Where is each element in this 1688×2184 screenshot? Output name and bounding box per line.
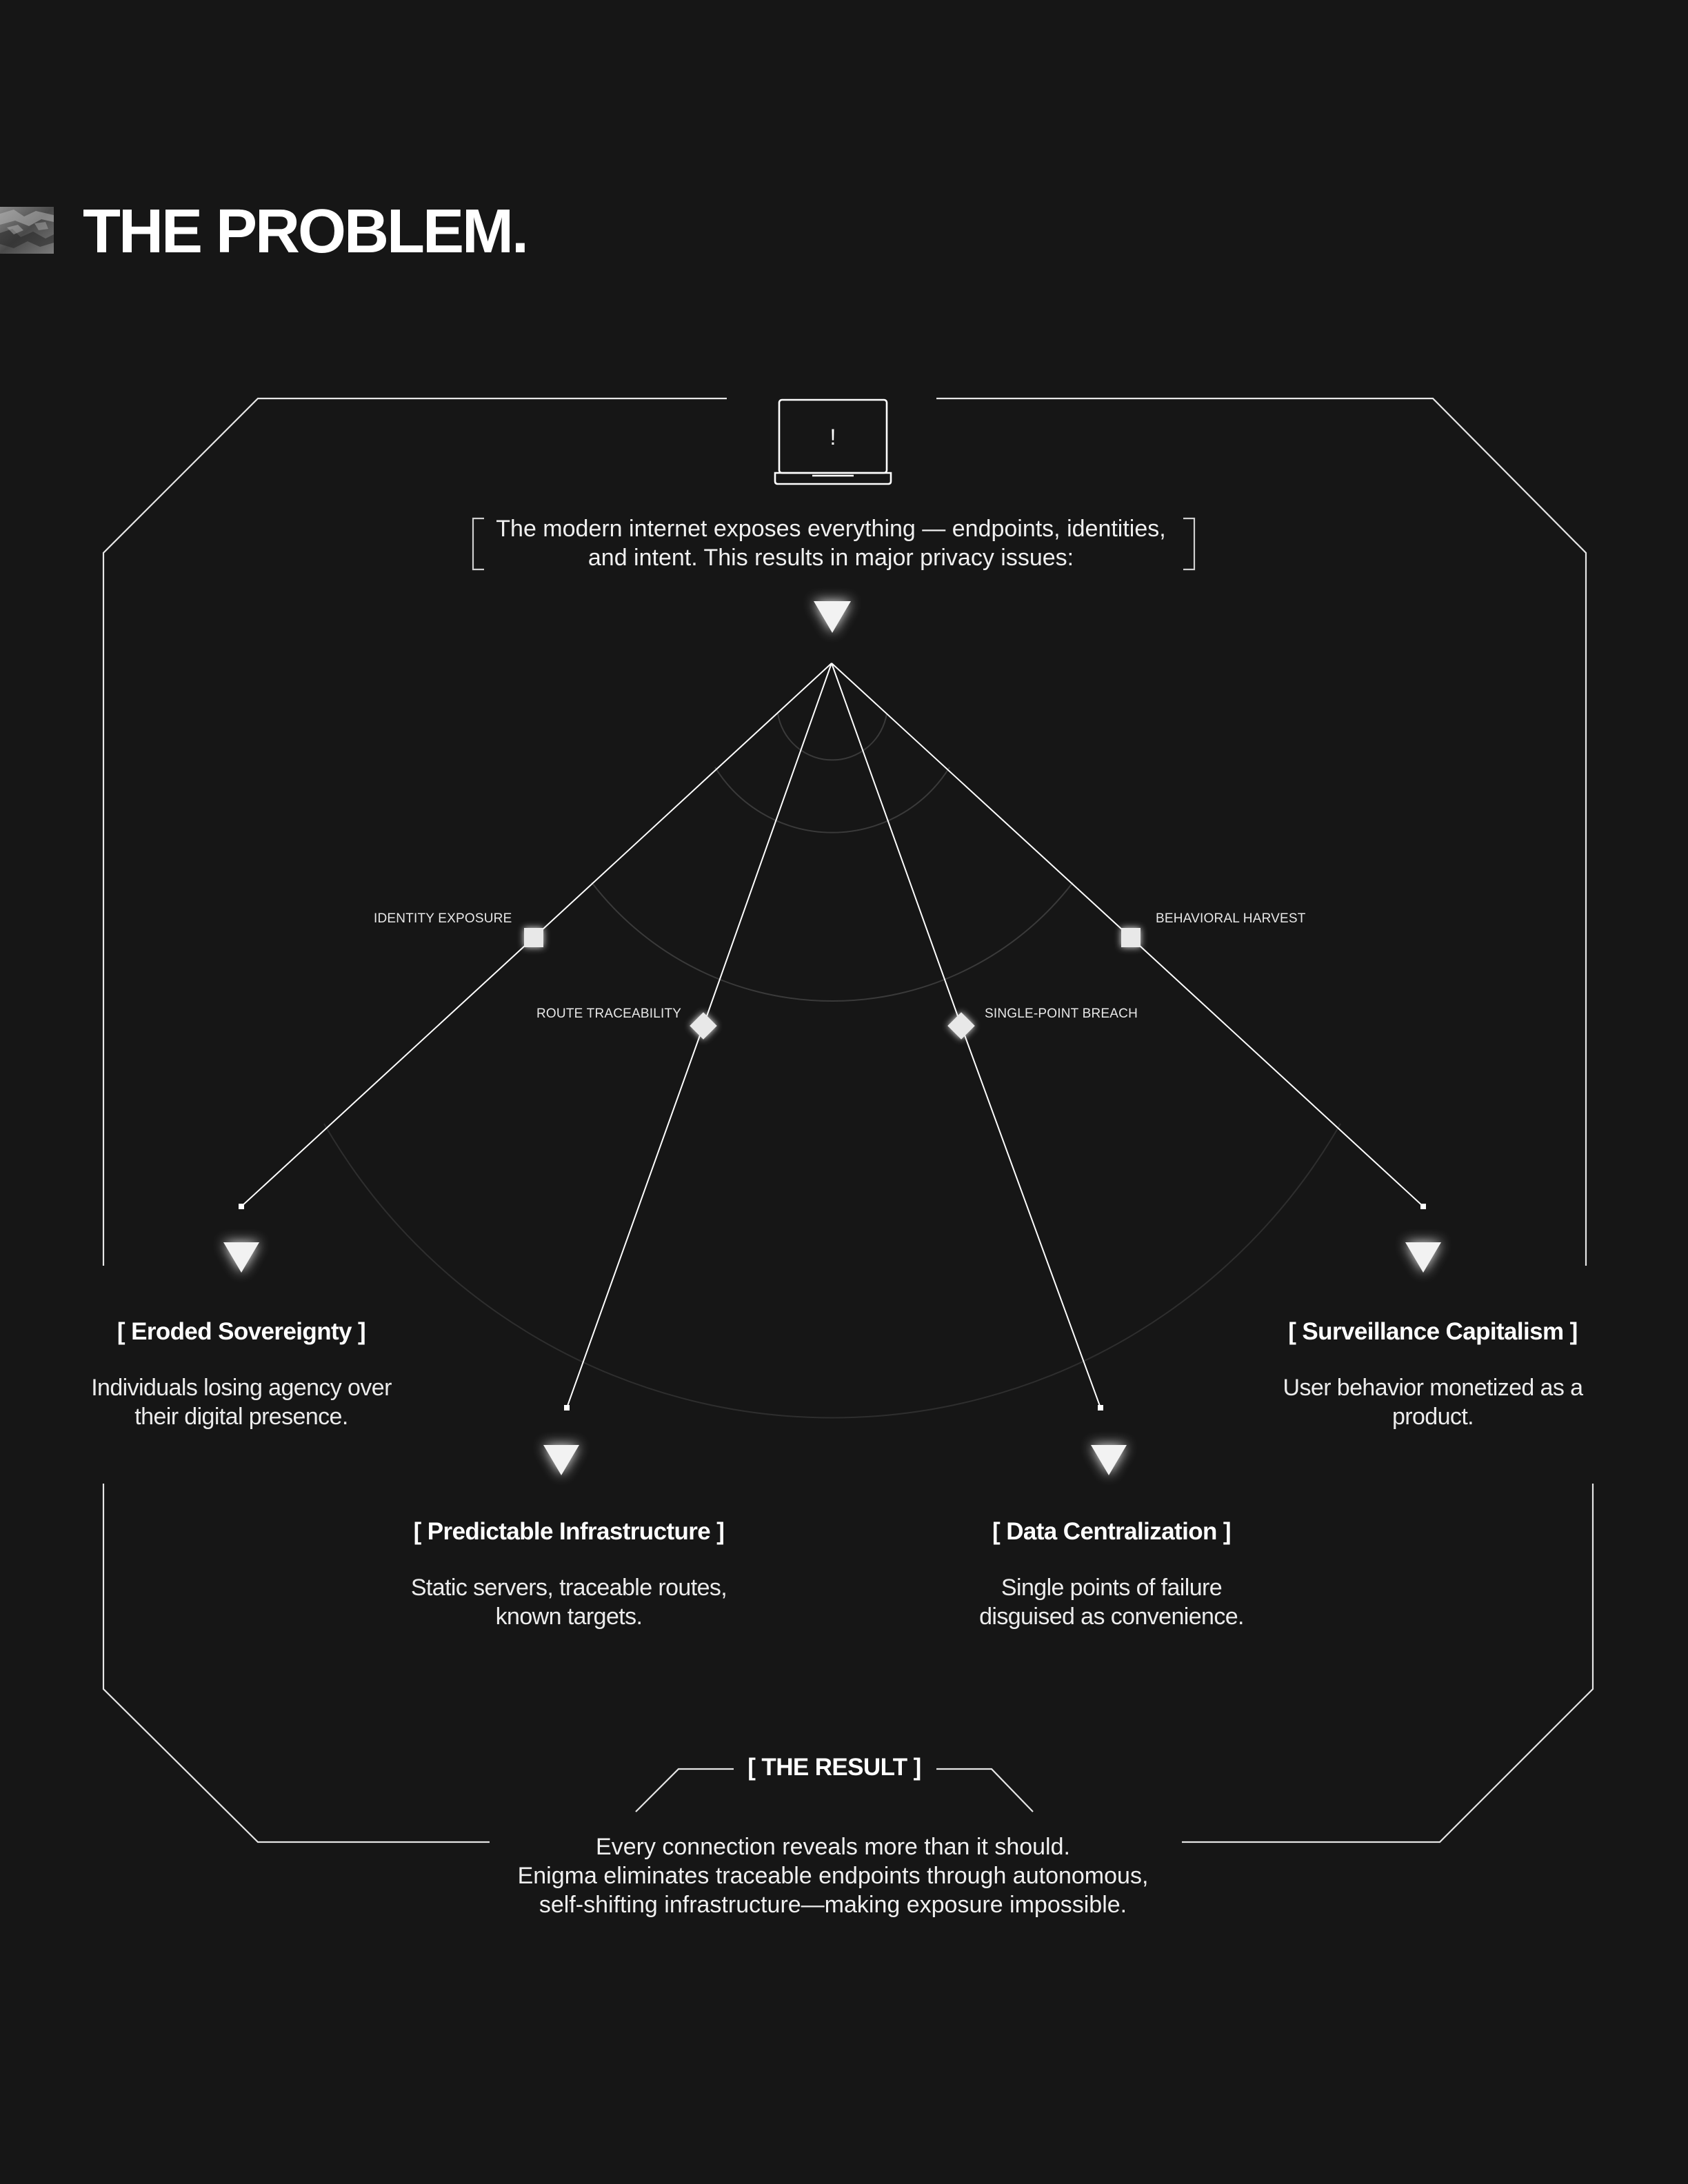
card-surveillance-capitalism [1219, 1317, 1647, 1431]
fan-lines [241, 663, 1423, 1408]
card-description: Static servers, traceable routes, known targets. [410, 1575, 727, 1630]
result-bracket-right [936, 1769, 1033, 1812]
triangle-down-icon [223, 1242, 259, 1273]
triangle-down-icon [1091, 1445, 1127, 1475]
result-line: Enigma eliminates traceable endpoints through autonomous, [517, 1863, 1149, 1889]
page-title: THE PROBLEM. [83, 197, 528, 266]
card-title: [ Eroded Sovereignty ] [117, 1318, 366, 1345]
triangle-down-icon [814, 601, 851, 633]
node-identity-exposure [524, 928, 543, 947]
line-route [567, 663, 832, 1408]
node-single-point-breach [947, 1012, 975, 1040]
card-title: [ Data Centralization ] [992, 1518, 1231, 1545]
card-title: [ Predictable Infrastructure ] [413, 1518, 725, 1545]
node-behavioral-harvest [1121, 928, 1141, 947]
result-line: Every connection reveals more than it should. [596, 1834, 1070, 1860]
card-predictable-infrastructure [355, 1517, 783, 1631]
result-body [414, 1832, 1252, 1919]
arc-2 [715, 767, 950, 833]
result-bracket-left [636, 1769, 734, 1812]
line-breach [832, 663, 1101, 1408]
card-data-centralization [898, 1517, 1325, 1631]
triangle-down-icon [543, 1445, 579, 1475]
result-title: [ THE RESULT ] [747, 1754, 921, 1781]
alert-symbol: ! [830, 425, 836, 449]
card-description: Individuals losing agency over their digital presence. [91, 1375, 392, 1430]
arc-3 [592, 882, 1073, 1001]
card-eroded-sovereignty [28, 1317, 455, 1431]
card-title: [ Surveillance Capitalism ] [1288, 1318, 1578, 1345]
card-description: User behavior monetized as a product. [1283, 1375, 1583, 1430]
card-description: Single points of failure disguised as convenience. [979, 1575, 1244, 1630]
node-label-identity-exposure: IDENTITY EXPOSURE [374, 911, 512, 926]
range-arcs [324, 714, 1340, 1418]
node-route-traceability [690, 1012, 717, 1040]
intro-text: The modern internet exposes everything — endpoints, identities, and intent. This results in major privacy issues: [496, 516, 1166, 571]
triangle-down-icon [1405, 1242, 1441, 1273]
node-label-behavioral-harvest: BEHAVIORAL HARVEST [1156, 911, 1306, 926]
result-line: self-shifting infrastructure—making exposure impossible. [539, 1892, 1127, 1918]
arc-4 [324, 1124, 1340, 1418]
node-label-single-point-breach: SINGLE-POINT BREACH [985, 1007, 1138, 1021]
outer-frame [103, 398, 1593, 1842]
node-label-route-traceability: ROUTE TRACEABILITY [536, 1007, 682, 1021]
arc-1 [778, 714, 887, 760]
